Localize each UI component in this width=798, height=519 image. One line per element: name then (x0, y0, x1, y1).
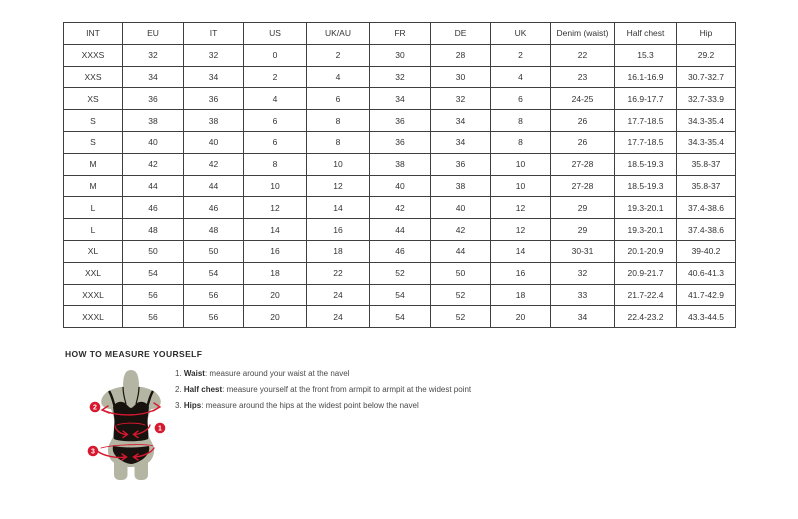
column-header: IT (184, 23, 244, 45)
table-cell: 40 (370, 175, 431, 197)
table-cell: XXXL (64, 306, 123, 328)
table-cell: 36 (370, 110, 431, 132)
table-cell: 16.9-17.7 (615, 88, 677, 110)
table-cell: 42 (370, 197, 431, 219)
table-cell: 37.4-38.6 (677, 219, 736, 241)
column-header: INT (64, 23, 123, 45)
table-cell: 16.1-16.9 (615, 66, 677, 88)
measure-instruction: 2. Half chest: measure yourself at the front from armpit to armpit at the widest point (175, 385, 472, 395)
table-cell: 52 (370, 262, 431, 284)
table-cell: 36 (431, 153, 491, 175)
column-header: EU (123, 23, 184, 45)
table-cell: 8 (307, 131, 370, 153)
table-cell: 36 (184, 88, 244, 110)
table-cell: 14 (244, 219, 307, 241)
column-header: Denim (waist) (551, 23, 615, 45)
column-header: US (244, 23, 307, 45)
table-cell: 37.4-38.6 (677, 197, 736, 219)
table-cell: L (64, 219, 123, 241)
table-cell: 40 (184, 131, 244, 153)
table-cell: 42 (184, 153, 244, 175)
size-table-body (64, 44, 736, 327)
table-cell: 27-28 (551, 175, 615, 197)
table-cell: 46 (370, 240, 431, 262)
table-cell: 34.3-35.4 (677, 131, 736, 153)
table-cell: 10 (244, 175, 307, 197)
table-cell: 27-28 (551, 153, 615, 175)
table-cell: 4 (491, 66, 551, 88)
table-cell: 24-25 (551, 88, 615, 110)
table-cell: 19.3-20.1 (615, 197, 677, 219)
table-cell: 8 (244, 153, 307, 175)
table-cell: S (64, 131, 123, 153)
table-cell: 46 (184, 197, 244, 219)
table-cell: 32.7-33.9 (677, 88, 736, 110)
table-cell: 16 (244, 240, 307, 262)
table-cell: 24 (307, 306, 370, 328)
table-cell: 33 (551, 284, 615, 306)
table-cell: 15.3 (615, 44, 677, 66)
table-cell: 8 (307, 110, 370, 132)
table-cell: 42 (431, 219, 491, 241)
table-cell: 26 (551, 131, 615, 153)
table-cell: 38 (123, 110, 184, 132)
table-cell: 38 (370, 153, 431, 175)
table-cell: 18 (491, 284, 551, 306)
table-cell: XL (64, 240, 123, 262)
table-cell: 30-31 (551, 240, 615, 262)
size-table (63, 22, 736, 328)
table-cell: 30 (431, 66, 491, 88)
table-cell: 8 (491, 131, 551, 153)
table-cell: 29.2 (677, 44, 736, 66)
table-cell: 44 (370, 219, 431, 241)
table-cell: 12 (491, 197, 551, 219)
table-cell: 34 (370, 88, 431, 110)
table-cell: 50 (123, 240, 184, 262)
measure-marker-chest (90, 402, 101, 413)
table-cell: L (64, 197, 123, 219)
table-cell: 18.5-19.3 (615, 153, 677, 175)
table-cell: 14 (307, 197, 370, 219)
table-cell: 20 (244, 284, 307, 306)
table-cell: 36 (370, 131, 431, 153)
table-cell: XXL (64, 262, 123, 284)
table-cell: 23 (551, 66, 615, 88)
table-cell: 32 (370, 66, 431, 88)
table-cell: M (64, 153, 123, 175)
table-cell: 34 (123, 66, 184, 88)
marker-number-chest: 2 (93, 404, 97, 412)
table-row (64, 197, 736, 219)
table-cell: 4 (307, 66, 370, 88)
marker-number-hip: 3 (91, 448, 95, 456)
table-cell: 56 (184, 306, 244, 328)
table-cell: 22 (307, 262, 370, 284)
marker-number-waist: 1 (158, 425, 162, 433)
table-cell: XXXS (64, 44, 123, 66)
table-cell: 16 (307, 219, 370, 241)
table-cell: 29 (551, 219, 615, 241)
table-cell: 32 (551, 262, 615, 284)
table-cell: 17.7-18.5 (615, 110, 677, 132)
table-cell: 2 (244, 66, 307, 88)
table-cell: XXXL (64, 284, 123, 306)
table-row (64, 66, 736, 88)
table-cell: 18 (244, 262, 307, 284)
column-header: Hip (677, 23, 736, 45)
table-cell: 17.7-18.5 (615, 131, 677, 153)
table-cell: 40 (123, 131, 184, 153)
table-row (64, 240, 736, 262)
table-cell: 12 (307, 175, 370, 197)
table-cell: 52 (431, 284, 491, 306)
table-cell: 10 (491, 175, 551, 197)
table-cell: 32 (123, 44, 184, 66)
table-row (64, 262, 736, 284)
table-cell: 18.5-19.3 (615, 175, 677, 197)
table-cell: 41.7-42.9 (677, 284, 736, 306)
table-cell: 44 (123, 175, 184, 197)
table-cell: 50 (184, 240, 244, 262)
table-row (64, 110, 736, 132)
table-cell: 2 (491, 44, 551, 66)
table-cell: 20.1-20.9 (615, 240, 677, 262)
table-row (64, 44, 736, 66)
table-cell: 50 (431, 262, 491, 284)
table-cell: 56 (184, 284, 244, 306)
column-header: UK/AU (307, 23, 370, 45)
table-cell: 34 (551, 306, 615, 328)
table-cell: M (64, 175, 123, 197)
table-cell: 6 (244, 131, 307, 153)
table-cell: 54 (370, 284, 431, 306)
table-cell: 40 (431, 197, 491, 219)
table-cell: 10 (307, 153, 370, 175)
table-cell: 6 (307, 88, 370, 110)
table-cell: S (64, 110, 123, 132)
table-cell: 46 (123, 197, 184, 219)
table-cell: 20 (491, 306, 551, 328)
size-table-head (64, 23, 736, 45)
table-cell: 16 (491, 262, 551, 284)
table-row (64, 153, 736, 175)
table-row (64, 284, 736, 306)
table-cell: 34.3-35.4 (677, 110, 736, 132)
table-cell: 21.7-22.4 (615, 284, 677, 306)
table-cell: 12 (244, 197, 307, 219)
table-cell: 12 (491, 219, 551, 241)
table-cell: 56 (123, 284, 184, 306)
table-cell: 6 (244, 110, 307, 132)
table-cell: 19.3-20.1 (615, 219, 677, 241)
table-cell: 20 (244, 306, 307, 328)
column-header: DE (431, 23, 491, 45)
table-cell: 6 (491, 88, 551, 110)
measure-marker-hip (88, 446, 99, 457)
table-cell: 14 (491, 240, 551, 262)
table-cell: 38 (184, 110, 244, 132)
measure-instruction: 3. Hips: measure around the hips at the widest point below the navel (175, 401, 419, 411)
table-row (64, 219, 736, 241)
table-cell: 34 (184, 66, 244, 88)
measure-instruction: 1. Waist: measure around your waist at the navel (175, 369, 350, 378)
table-cell: 28 (431, 44, 491, 66)
table-cell: 54 (370, 306, 431, 328)
table-cell: 29 (551, 197, 615, 219)
table-cell: XXS (64, 66, 123, 88)
table-cell: 18 (307, 240, 370, 262)
measure-marker-waist (155, 423, 166, 434)
table-cell: 10 (491, 153, 551, 175)
table-row (64, 131, 736, 153)
table-cell: 26 (551, 110, 615, 132)
table-cell: 39-40.2 (677, 240, 736, 262)
table-cell: 42 (123, 153, 184, 175)
table-cell: 22 (551, 44, 615, 66)
table-cell: 34 (431, 110, 491, 132)
table-cell: 52 (431, 306, 491, 328)
column-header: Half chest (615, 23, 677, 45)
mannequin-figure-illustration (80, 370, 180, 482)
table-row (64, 88, 736, 110)
table-cell: 35.8-37 (677, 175, 736, 197)
column-header: FR (370, 23, 431, 45)
table-cell: 38 (431, 175, 491, 197)
measure-section-title: HOW TO MEASURE YOURSELF (65, 349, 203, 359)
table-cell: XS (64, 88, 123, 110)
table-cell: 4 (244, 88, 307, 110)
table-cell: 44 (184, 175, 244, 197)
measure-instructions (175, 369, 515, 418)
table-cell: 35.8-37 (677, 153, 736, 175)
table-cell: 36 (123, 88, 184, 110)
table-cell: 24 (307, 284, 370, 306)
table-cell: 56 (123, 306, 184, 328)
table-cell: 30.7-32.7 (677, 66, 736, 88)
table-cell: 40.6-41.3 (677, 262, 736, 284)
table-cell: 43.3-44.5 (677, 306, 736, 328)
table-cell: 32 (431, 88, 491, 110)
table-cell: 34 (431, 131, 491, 153)
table-cell: 44 (431, 240, 491, 262)
table-cell: 54 (123, 262, 184, 284)
table-cell: 54 (184, 262, 244, 284)
table-cell: 48 (184, 219, 244, 241)
table-cell: 8 (491, 110, 551, 132)
table-cell: 0 (244, 44, 307, 66)
table-cell: 20.9-21.7 (615, 262, 677, 284)
table-cell: 48 (123, 219, 184, 241)
table-cell: 30 (370, 44, 431, 66)
table-cell: 32 (184, 44, 244, 66)
table-row (64, 175, 736, 197)
column-header: UK (491, 23, 551, 45)
table-cell: 2 (307, 44, 370, 66)
table-cell: 22.4-23.2 (615, 306, 677, 328)
header-row (64, 23, 736, 45)
table-row (64, 306, 736, 328)
